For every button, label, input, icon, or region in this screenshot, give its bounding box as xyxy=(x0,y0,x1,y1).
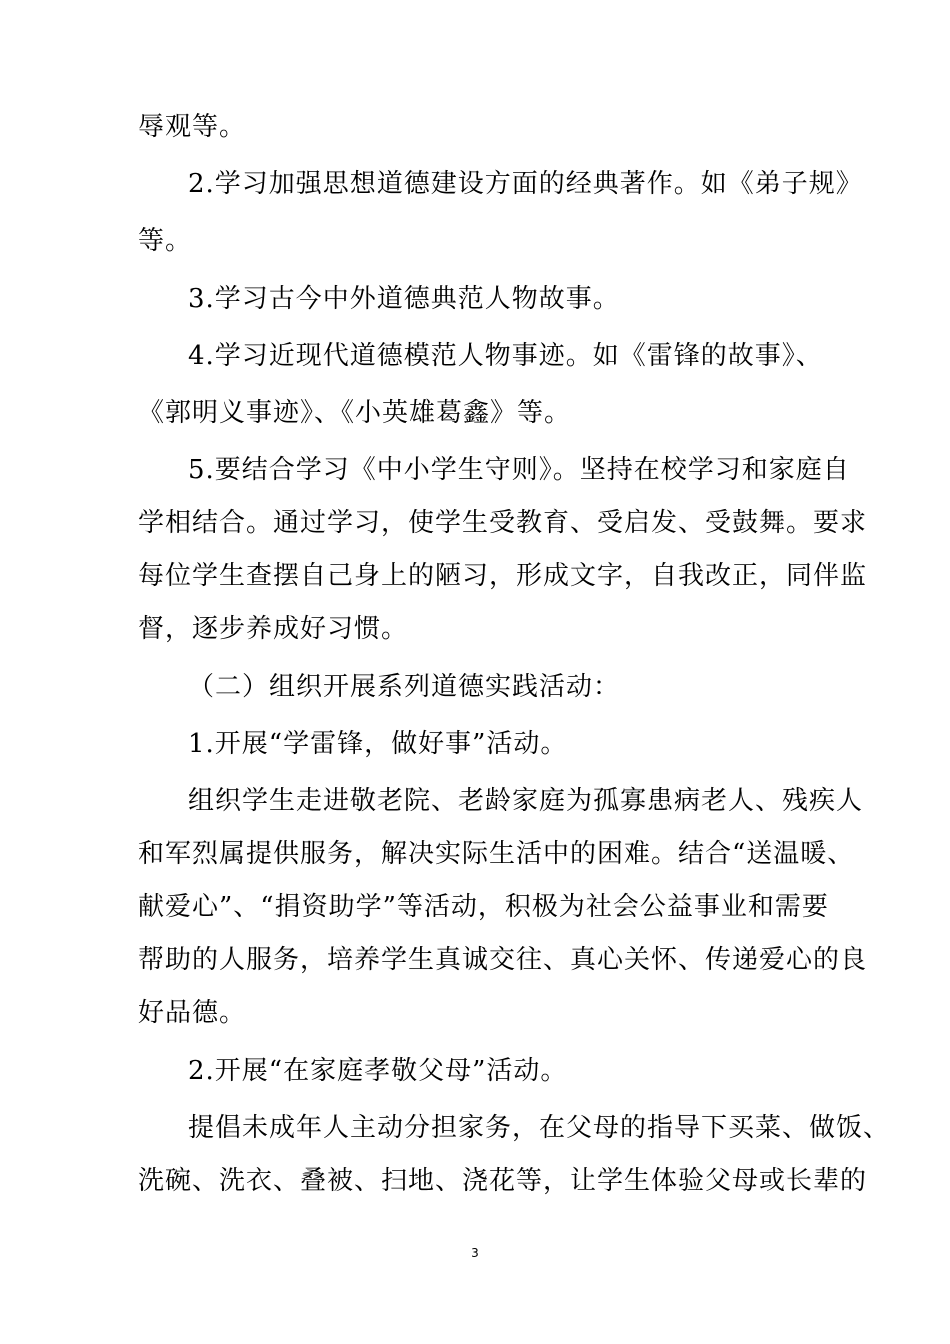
text-line: 每位学生查摆自己身上的陋习，形成文字，自我改正，同伴监 xyxy=(138,561,868,591)
text-line: 2.开展“在家庭孝敬父母”活动。 xyxy=(188,1056,568,1086)
text-line: 学相结合。通过学习，使学生受教育、受启发、受鼓舞。要求 xyxy=(138,508,868,538)
text-line: 等。 xyxy=(138,226,193,256)
text-line: 好品德。 xyxy=(138,998,247,1028)
text-line: 督，逐步养成好习惯。 xyxy=(138,614,409,644)
text-line: 献爱心”、“捐资助学”等活动，积极为社会公益事业和需要 xyxy=(138,892,829,922)
text-line: 2.学习加强思想道德建设方面的经典著作。如《弟子规》 xyxy=(188,169,863,199)
text-line: 1.开展“学雷锋，做好事”活动。 xyxy=(188,729,568,759)
text-line: 帮助的人服务，培养学生真诚交往、真心关怀、传递爱心的良 xyxy=(138,945,868,975)
text-line: 3.学习古今中外道德典范人物故事。 xyxy=(188,284,620,314)
text-line: 4.学习近现代道德模范人物事迹。如《雷锋的故事》、 xyxy=(188,341,823,371)
text-line: 和军烈属提供服务，解决实际生活中的困难。结合“送温暖、 xyxy=(138,839,855,869)
text-line: 组织学生走进敬老院、老龄家庭为孤寡患病老人、残疾人 xyxy=(188,786,864,816)
page-number: 3 xyxy=(471,1246,479,1260)
text-line: 洗碗、洗衣、叠被、扫地、浇花等，让学生体验父母或长辈的 xyxy=(138,1166,868,1196)
text-line: 提倡未成年人主动分担家务，在父母的指导下买菜、做饭、 xyxy=(188,1113,891,1143)
section-heading: （二）组织开展系列道德实践活动： xyxy=(188,672,621,702)
text-line: 辱观等。 xyxy=(138,112,247,142)
text-line: 5.要结合学习《中小学生守则》。坚持在校学习和家庭自 xyxy=(188,455,850,485)
text-line: 《郭明义事迹》、《小英雄葛鑫》等。 xyxy=(138,398,572,428)
